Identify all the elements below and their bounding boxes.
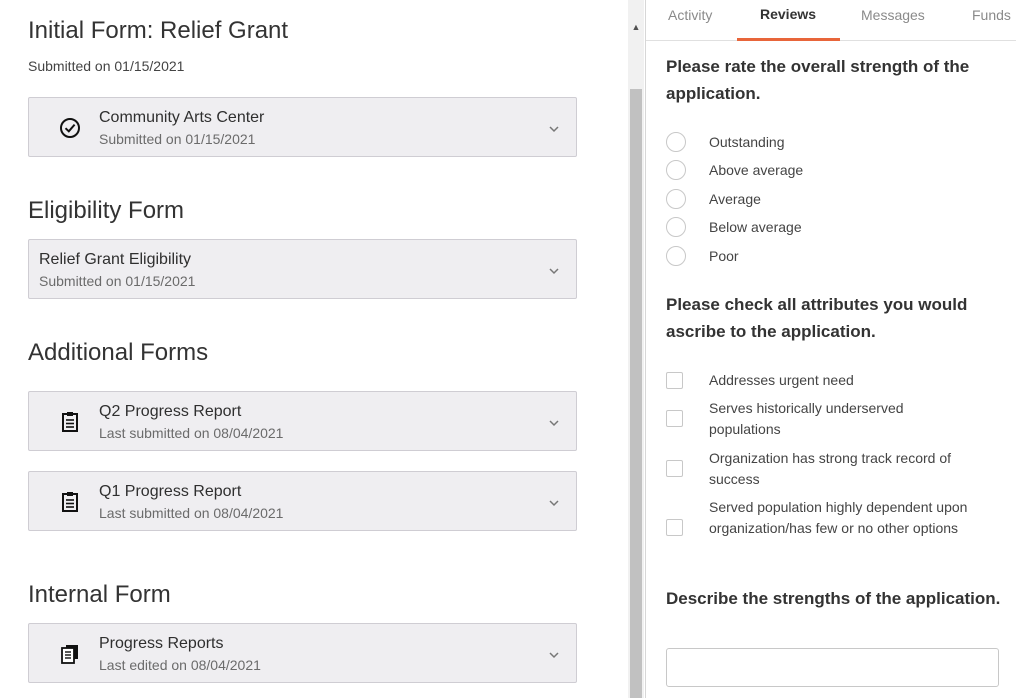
review-panel	[645, 0, 1016, 698]
clipboard-icon	[59, 411, 81, 433]
form-card-progress-reports[interactable]	[28, 623, 577, 683]
eligibility-form-heading: Eligibility Form	[28, 197, 185, 224]
radio-label: Average	[709, 191, 761, 207]
attribute-option-urgent-need[interactable]	[666, 370, 1006, 392]
chevron-down-icon[interactable]	[548, 122, 560, 134]
chevron-down-icon[interactable]	[548, 648, 560, 660]
form-card-meta: Submitted on 01/15/2021	[39, 273, 196, 289]
attribute-option-dependent-population[interactable]	[666, 497, 1006, 560]
form-card-meta: Last edited on 08/04/2021	[99, 657, 261, 673]
form-card-title: Q1 Progress Report	[99, 483, 242, 500]
checkbox[interactable]	[666, 410, 683, 427]
form-card-q1-progress-report[interactable]	[28, 471, 577, 531]
checkbox[interactable]	[666, 460, 683, 477]
documents-icon	[59, 643, 81, 665]
tab-reviews[interactable]: Reviews	[760, 6, 817, 22]
checkbox[interactable]	[666, 372, 683, 389]
tab-messages[interactable]: Messages	[861, 7, 925, 23]
form-card-meta: Last submitted on 08/04/2021	[99, 425, 284, 441]
form-card-relief-grant-eligibility[interactable]	[28, 239, 577, 299]
checkbox-label: Organization has strong track record of success	[709, 450, 952, 487]
chevron-down-icon[interactable]	[548, 264, 560, 276]
strengths-textbox[interactable]	[666, 648, 999, 687]
attributes-question: Please check all attributes you would ascribe to the application.	[666, 295, 968, 341]
radio-label: Below average	[709, 219, 802, 235]
checkbox[interactable]	[666, 519, 683, 536]
check-circle-icon	[59, 117, 81, 139]
form-card-title: Community Arts Center	[99, 109, 265, 126]
radio-button[interactable]	[666, 217, 686, 237]
rating-option-poor[interactable]	[666, 246, 1006, 268]
chevron-down-icon[interactable]	[548, 496, 560, 508]
rating-option-average[interactable]	[666, 189, 1006, 211]
tab-funds[interactable]: Funds	[972, 7, 1011, 23]
left-scrollbar[interactable]	[628, 0, 644, 698]
form-card-community-arts-center[interactable]	[28, 97, 577, 157]
initial-form-heading: Initial Form: Relief Grant	[28, 17, 289, 44]
rating-option-above-average[interactable]	[666, 160, 1006, 182]
tab-bar	[646, 0, 1016, 41]
strengths-question: Describe the strengths of the application.	[666, 589, 1001, 608]
radio-button[interactable]	[666, 189, 686, 209]
form-card-title: Relief Grant Eligibility	[39, 251, 192, 268]
chevron-down-icon[interactable]	[548, 416, 560, 428]
form-card-q2-progress-report[interactable]	[28, 391, 577, 451]
tab-activity[interactable]: Activity	[668, 7, 713, 23]
scroll-up-arrow-icon[interactable]: ▲	[631, 22, 641, 32]
radio-label: Outstanding	[709, 134, 785, 150]
additional-forms-heading: Additional Forms	[28, 339, 209, 366]
rating-option-outstanding[interactable]	[666, 132, 1006, 154]
checkbox-label: Addresses urgent need	[709, 372, 854, 388]
form-card-meta: Last submitted on 08/04/2021	[99, 505, 284, 521]
scroll-thumb[interactable]	[630, 89, 642, 698]
form-card-meta: Submitted on 01/15/2021	[99, 131, 256, 147]
form-card-title: Progress Reports	[99, 635, 224, 652]
checkbox-label: Served population highly dependent upon organization/has few or no other options	[709, 499, 968, 536]
radio-label: Poor	[709, 248, 739, 264]
active-tab-indicator	[737, 38, 840, 41]
attribute-option-track-record[interactable]	[666, 448, 1006, 490]
radio-button[interactable]	[666, 132, 686, 152]
rating-question: Please rate the overall strength of the application.	[666, 57, 970, 103]
attribute-option-underserved[interactable]	[666, 398, 1006, 440]
internal-form-heading: Internal Form	[28, 581, 171, 608]
rating-option-below-average[interactable]	[666, 217, 1006, 239]
initial-form-submitted: Submitted on 01/15/2021	[28, 58, 185, 74]
checkbox-label: Serves historically underserved populations	[709, 400, 904, 437]
radio-button[interactable]	[666, 160, 686, 180]
form-card-title: Q2 Progress Report	[99, 403, 242, 420]
clipboard-icon	[59, 491, 81, 513]
radio-label: Above average	[709, 162, 804, 178]
radio-button[interactable]	[666, 246, 686, 266]
